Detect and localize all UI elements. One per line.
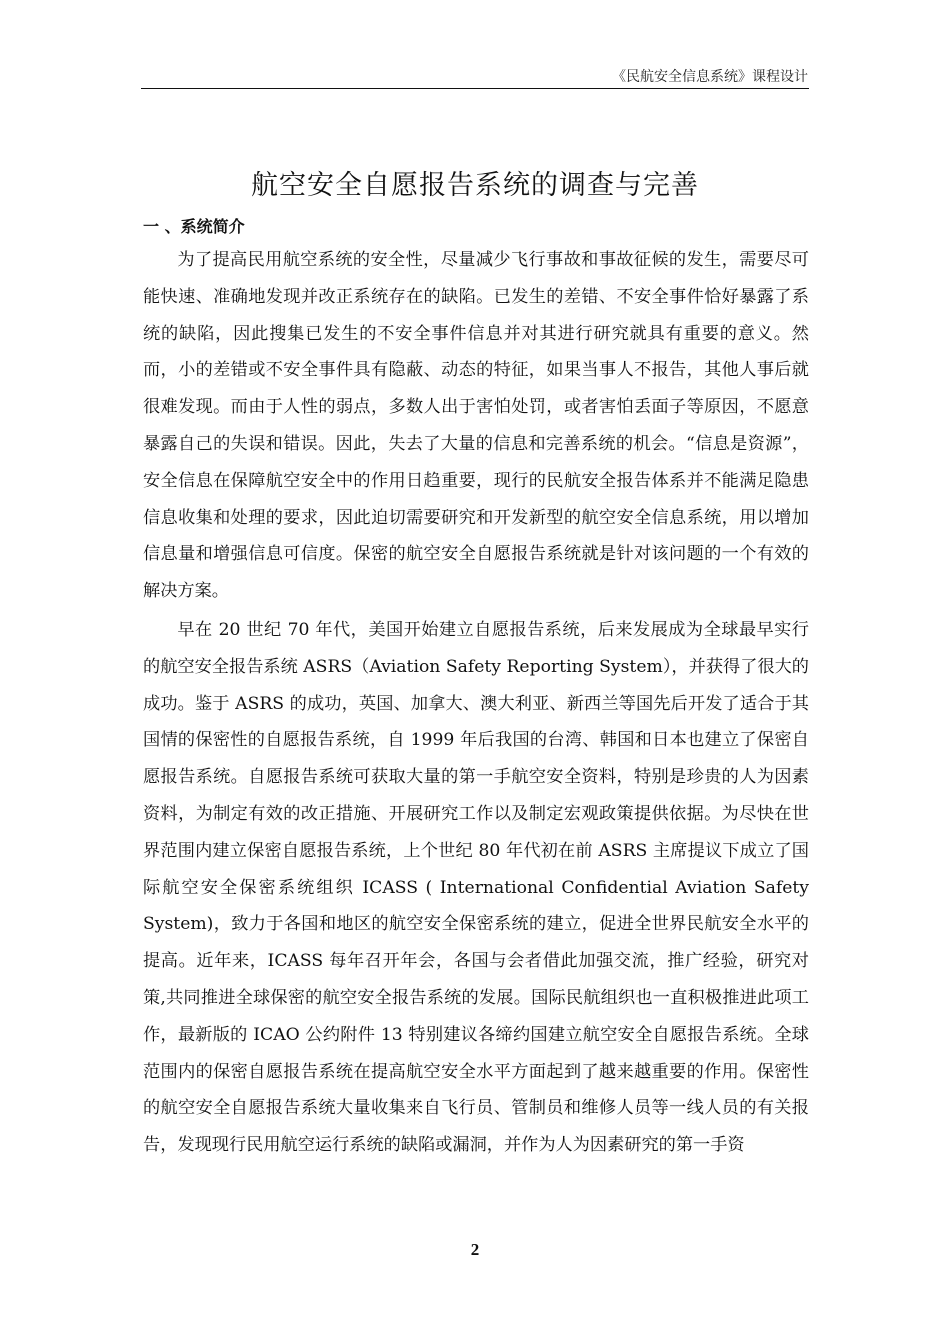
paragraph-1: 为了提高民用航空系统的安全性，尽量减少飞行事故和事故征候的发生，需要尽可能快速、准确地发现并改正系统存在的缺陷。已发生的差错、不安全事件恰好暴露了系统的缺陷，因此搜集已发生的不安全事件信息并对其进行研究就具有重要的意义。然而，小的差错或不安全事件具有隐蔽、动态的特征，如果当事人不报告，其他人事后就很难发现。而由于人性的弱点，多数人出于害怕处罚，或者害怕丢面子等原因，不愿意暴露自己的失误和错误。因此，失去了大量的信息和完善系统的机会。“信息是资源”，安全信息在保障航空安全中的作用日趋重要，现行的民航安全报告体系并不能满足隐患信息收集和处理的要求，因此迫切需要研究和开发新型的航空安全信息系统，用以增加信息量和增强信息可信度。保密的航空安全自愿报告系统就是针对该问题的一个有效的解决方案。	[143, 250, 809, 602]
header-rule	[141, 88, 809, 89]
paragraph-2: 早在 20 世纪 70 年代，美国开始建立自愿报告系统，后来发展成为全球最早实行的航空安全报告系统 ASRS（Aviation Safety Reporting System），并获得了很大的成功。鉴于 ASRS 的成功，英国、加拿大、澳大利亚、新西兰等国先后开发了适合于其国情的保密性的自愿报告系统，自 1999 年后我国的台湾、韩国和日本也建立了保密自愿报告系统。自愿报告系统可获取大量的第一手航空安全资料，特别是珍贵的人为因素资料，为制定有效的改正措施、开展研究工作以及制定宏观政策提供依据。为尽快在世界范围内建立保密自愿报告系统，上个世纪 80 年代初在前 ASRS 主席提议下成立了国际航空安全保密系统组织 ICASS ( International Confidential Aviation Safety System)，致力于各国和地区的航空安全保密系统的建立，促进全世界民航安全水平的提高。近年来，ICASS 每年召开年会，各国与会者借此加强交流，推广经验，研究对策,共同推进全球保密的航空安全报告系统的发展。国际民航组织也一直积极推进此项工作，最新版的 ICAO 公约附件 13 特别建议各缔约国建立航空安全自愿报告系统。全球范围内的保密自愿报告系统在提高航空安全水平方面起到了越来越重要的作用。保密性的航空安全自愿报告系统大量收集来自飞行员、管制员和维修人员等一线人员的有关报告，发现现行民用航空运行系统的缺陷或漏洞，并作为人为因素研究的第一手资	[143, 619, 809, 1156]
document-title: 航空安全自愿报告系统的调查与完善	[251, 170, 699, 201]
running-header: 《民航安全信息系统》课程设计	[612, 69, 808, 85]
page-number: 2	[470, 1240, 480, 1259]
section-heading: 一 、系统简介	[143, 217, 245, 236]
body-text	[143, 242, 809, 1164]
